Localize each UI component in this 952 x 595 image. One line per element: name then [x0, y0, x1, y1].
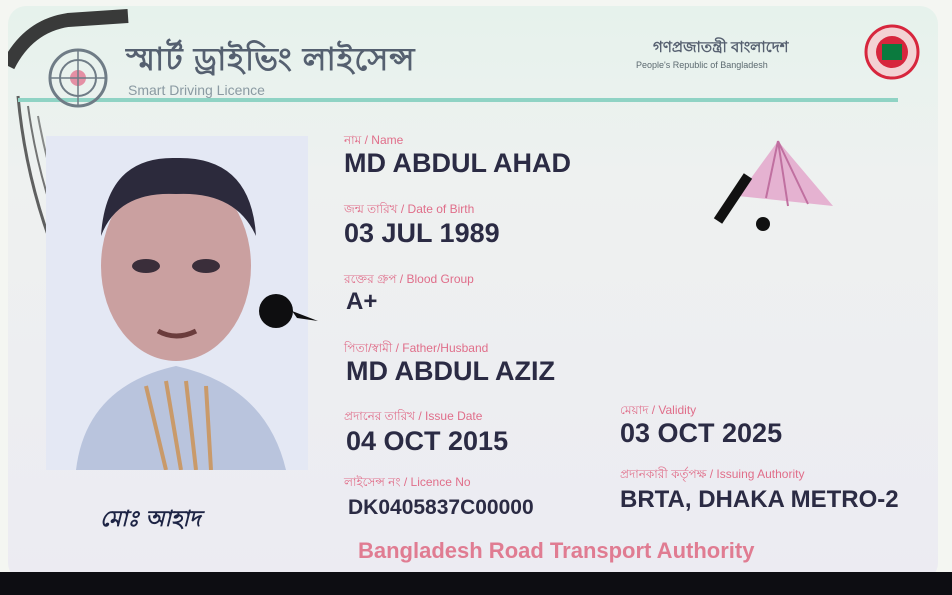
government-seal-icon [864, 24, 920, 80]
country-name-bangla: গণপ্রজাতন্ত্রী বাংলাদেশ [653, 39, 789, 56]
dob-label: জন্ম তারিখ / Date of Birth [344, 202, 475, 216]
card-title-bangla: স্মার্ট ড্রাইভিং লাইসেন্স [126, 41, 416, 77]
card-title-english: Smart Driving Licence [128, 82, 265, 98]
issuing-authority-label: প্রদানকারী কর্তৃপক্ষ / Issuing Authority [620, 467, 805, 481]
name-label: নাম / Name [344, 133, 404, 147]
issuer-footer: Bangladesh Road Transport Authority [358, 538, 755, 563]
validity-value: 03 OCT 2025 [620, 418, 783, 448]
validity-label: মেয়াদ / Validity [620, 403, 697, 417]
issue-date-value: 04 OCT 2015 [346, 426, 509, 456]
country-name-english: People's Republic of Bangladesh [636, 60, 768, 70]
blood-group-label: রক্তের গ্রুপ / Blood Group [344, 272, 474, 286]
security-mark-icon [252, 286, 322, 336]
card-bottom-edge [0, 572, 952, 595]
driving-licence-card [8, 6, 938, 581]
brta-logo-icon [36, 46, 120, 110]
licence-no-label: লাইসেন্স নং / Licence No [344, 475, 471, 489]
licence-no-value: DK0405837C00000 [348, 496, 534, 519]
issuing-authority-value: BRTA, DHAKA METRO-2 [620, 486, 899, 513]
father-label: পিতা/স্বামী / Father/Husband [344, 341, 489, 355]
name-value: MD ABDUL AHAD [344, 148, 571, 178]
dob-value: 03 JUL 1989 [344, 218, 500, 248]
holder-signature: মোঃ আহাদ [100, 506, 201, 531]
blood-group-value: A+ [346, 288, 378, 315]
issue-date-label: প্রদানের তারিখ / Issue Date [344, 409, 483, 423]
father-value: MD ABDUL AZIZ [346, 356, 555, 386]
hologram-icon [708, 136, 838, 246]
header-divider [18, 98, 898, 102]
